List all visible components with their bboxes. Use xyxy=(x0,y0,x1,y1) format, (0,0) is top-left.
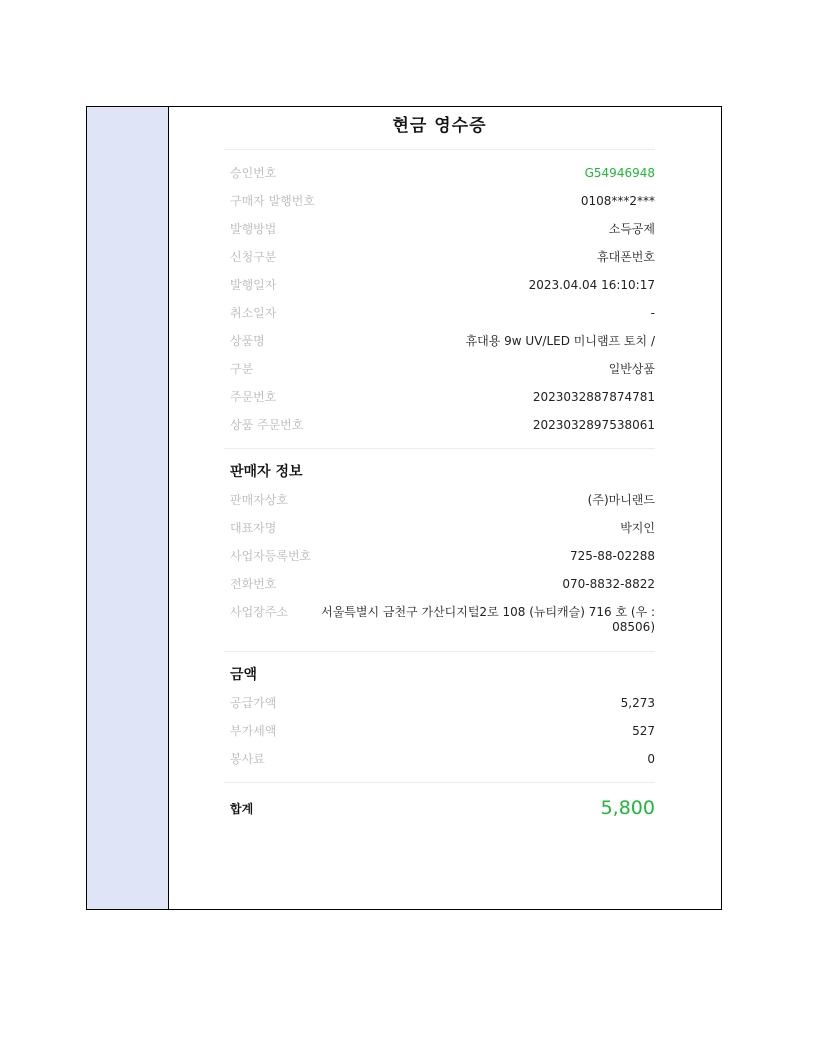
info-row-order-number xyxy=(224,384,655,412)
section-divider xyxy=(224,651,655,652)
info-value: 소득공제 xyxy=(608,222,655,236)
amount-heading: 금액 xyxy=(230,667,258,683)
info-label: 승인번호 xyxy=(230,166,277,180)
approval-number: G54946948 xyxy=(584,166,655,180)
seller-row-representative xyxy=(224,515,655,543)
seller-label: 사업자등록번호 xyxy=(230,549,312,563)
amount-row-service-fee xyxy=(224,746,655,774)
info-value: 휴대폰번호 xyxy=(597,250,655,264)
seller-value: 725-88-02288 xyxy=(569,549,655,563)
document-table xyxy=(86,106,722,910)
info-value: 2023032887874781 xyxy=(532,390,655,404)
info-row-cancel-date xyxy=(224,300,655,328)
info-row-buyer-number xyxy=(224,188,655,216)
seller-info-section xyxy=(224,461,655,643)
info-label: 상품 주문번호 xyxy=(230,418,304,432)
info-value: - xyxy=(650,306,655,320)
info-row-request-type xyxy=(224,244,655,272)
seller-label: 사업장주소 xyxy=(230,605,288,619)
content-cell xyxy=(169,107,721,909)
total-label: 합계 xyxy=(230,801,254,816)
receipt-title: 현금 영수증 xyxy=(224,107,655,150)
amount-section xyxy=(224,664,655,774)
info-label: 취소일자 xyxy=(230,306,277,320)
info-label: 발행일자 xyxy=(230,278,277,292)
info-row-issue-date xyxy=(224,272,655,300)
section-divider xyxy=(224,448,655,449)
seller-value: 070-8832-8822 xyxy=(562,577,655,591)
seller-row-address xyxy=(224,599,655,643)
amount-label: 부가세액 xyxy=(230,724,277,738)
info-value: 2023032897538061 xyxy=(532,418,655,432)
info-value: 휴대용 9w UV/LED 미니램프 토치 / xyxy=(465,334,655,348)
total-amount: 5,800 xyxy=(600,797,655,819)
seller-heading: 판매자 정보 xyxy=(230,464,303,480)
amount-value: 0 xyxy=(647,752,655,766)
info-label: 구분 xyxy=(230,362,254,376)
seller-value: (주)마니랜드 xyxy=(587,493,655,507)
info-value: 2023.04.04 16:10:17 xyxy=(528,278,655,292)
info-row-product-name xyxy=(224,328,655,356)
info-label: 발행방법 xyxy=(230,222,277,236)
amount-value: 527 xyxy=(632,724,655,738)
amount-label: 봉사료 xyxy=(230,752,265,766)
info-value: 0108***2*** xyxy=(580,194,655,208)
total-row xyxy=(224,793,655,823)
seller-value: 박지인 xyxy=(620,521,655,535)
seller-address: 서울특별시 금천구 가산디지털2로 108 (뉴티캐슬) 716 호 (우 : 08506) xyxy=(321,605,655,634)
amount-row-vat xyxy=(224,718,655,746)
amount-value: 5,273 xyxy=(620,696,655,710)
seller-label: 판매자상호 xyxy=(230,493,288,507)
side-column xyxy=(87,107,169,909)
info-label: 상품명 xyxy=(230,334,265,348)
info-row-category xyxy=(224,356,655,384)
info-row-product-order-number xyxy=(224,412,655,440)
seller-row-company xyxy=(224,487,655,515)
seller-label: 대표자명 xyxy=(230,521,277,535)
info-label: 주문번호 xyxy=(230,390,277,404)
seller-label: 전화번호 xyxy=(230,577,277,591)
info-label: 신청구분 xyxy=(230,250,277,264)
info-label: 구매자 발행번호 xyxy=(230,194,315,208)
issue-info-section xyxy=(224,160,655,440)
amount-label: 공급가액 xyxy=(230,696,277,710)
cash-receipt xyxy=(224,107,655,823)
seller-row-business-number xyxy=(224,543,655,571)
info-row-issue-method xyxy=(224,216,655,244)
info-value: 일반상품 xyxy=(608,362,655,376)
section-divider xyxy=(224,782,655,783)
seller-row-phone xyxy=(224,571,655,599)
amount-row-supply xyxy=(224,690,655,718)
info-row-approval-number xyxy=(224,160,655,188)
